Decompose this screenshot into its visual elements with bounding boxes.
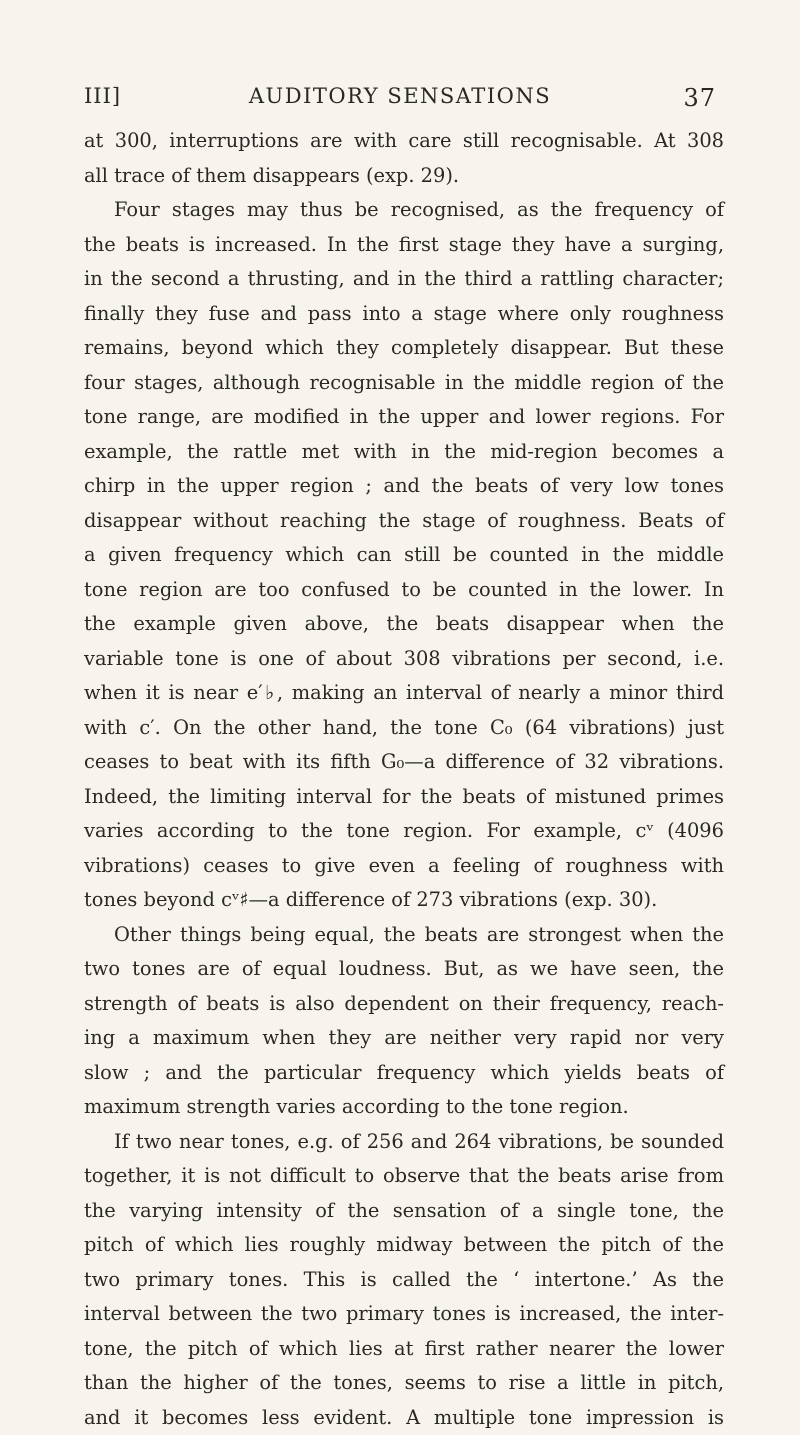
text-line: Four stages may thus be recognised, as the frequency of	[84, 193, 724, 228]
text-line: strength of beats is also dependent on their frequency, reach-	[84, 987, 724, 1022]
text-line: than the higher of the tones, seems to rise a little in pitch,	[84, 1366, 724, 1401]
text-line: tone, the pitch of which lies at first rather nearer the lower	[84, 1332, 724, 1367]
text-line: If two near tones, e.g. of 256 and 264 vibrations, be sounded	[84, 1125, 724, 1160]
text-line: variable tone is one of about 308 vibrations per second, i.e.	[84, 642, 724, 677]
text-line: finally they fuse and pass into a stage where only roughness	[84, 297, 724, 332]
text-line: tones beyond cᵛ♯—a difference of 273 vibrations (exp. 30).	[84, 883, 724, 918]
text-line: maximum strength varies according to the tone region.	[84, 1090, 724, 1125]
text-line: a given frequency which can still be counted in the middle	[84, 538, 724, 573]
text-line: ing a maximum when they are neither very rapid nor very	[84, 1021, 724, 1056]
text-line: pitch of which lies roughly midway between the pitch of the	[84, 1228, 724, 1263]
text-line: all trace of them disappears (exp. 29).	[84, 159, 724, 194]
text-line: ceases to beat with its fifth G₀—a difference of 32 vibrations.	[84, 745, 724, 780]
text-line: with c′. On the other hand, the tone C₀ (64 vibrations) just	[84, 711, 724, 746]
page-number: 37	[683, 84, 716, 112]
text-line: the varying intensity of the sensation of a single tone, the	[84, 1194, 724, 1229]
text-line: Indeed, the limiting interval for the beats of mistuned primes	[84, 780, 724, 815]
text-line: when it is near e′♭, making an interval of nearly a minor third	[84, 676, 724, 711]
text-line: slow ; and the particular frequency which yields beats of	[84, 1056, 724, 1091]
text-line: in the second a thrusting, and in the third a rattling character;	[84, 262, 724, 297]
text-line: vibrations) ceases to give even a feeling of roughness with	[84, 849, 724, 884]
text-line: four stages, although recognisable in the middle region of the	[84, 366, 724, 401]
text-line: varies according to the tone region. For example, cᵛ (4096	[84, 814, 724, 849]
text-line: two tones are of equal loudness. But, as we have seen, the	[84, 952, 724, 987]
text-line: Other things being equal, the beats are strongest when the	[84, 918, 724, 953]
text-line: tone range, are modified in the upper and lower regions. For	[84, 400, 724, 435]
body-text	[84, 124, 724, 1435]
text-line: two primary tones. This is called the ‘ intertone.’ As the	[84, 1263, 724, 1298]
text-line: interval between the two primary tones is increased, the inter-	[84, 1297, 724, 1332]
text-line: at 300, interruptions are with care still recognisable. At 308	[84, 124, 724, 159]
text-line: and it becomes less evident. A multiple tone impression is	[84, 1401, 724, 1435]
chapter-number: III]	[84, 84, 121, 108]
text-line: chirp in the upper region ; and the beats of very low tones	[84, 469, 724, 504]
text-line: disappear without reaching the stage of roughness. Beats of	[84, 504, 724, 539]
running-header	[84, 84, 716, 114]
running-title: AUDITORY SENSATIONS	[84, 84, 716, 108]
text-line: the beats is increased. In the first stage they have a surging,	[84, 228, 724, 263]
text-line: together, it is not difficult to observe that the beats arise from	[84, 1159, 724, 1194]
text-line: tone region are too confused to be counted in the lower. In	[84, 573, 724, 608]
text-line: example, the rattle met with in the mid-region becomes a	[84, 435, 724, 470]
text-line: remains, beyond which they completely disappear. But these	[84, 331, 724, 366]
text-line: the example given above, the beats disappear when the	[84, 607, 724, 642]
